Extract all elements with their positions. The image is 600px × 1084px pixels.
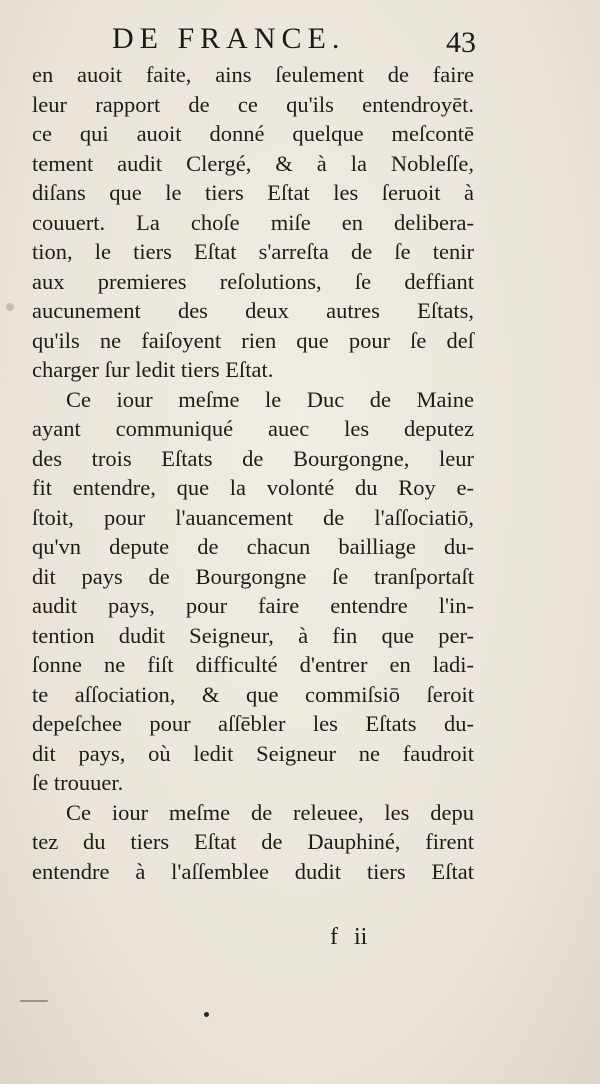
text-line: charger ſur ledit tiers Eſtat.	[32, 357, 274, 382]
text-line: tement audit Clergé, & à la Nobleſſe,	[32, 150, 474, 176]
text-line: aucunement des deux autres Eſtats,	[32, 298, 474, 323]
text-line: ayant communiqué auec les deputez	[32, 416, 474, 441]
text-line: entendre à l'aſſemblee dudit tiers Eſtat	[32, 858, 474, 884]
text-line: tention dudit Seigneur, à fin que per-	[32, 622, 474, 648]
text-line: dit pays, où ledit Seigneur ne faudroit	[32, 740, 474, 766]
text-line: des trois Eſtats de Bourgongne, leur	[32, 445, 474, 471]
text-line: ſonne ne fiſt difficulté d'entrer en ladi-	[32, 652, 474, 677]
ink-speck	[204, 1012, 209, 1017]
text-line: depeſchee pour aſſēbler les Eſtats du-	[32, 711, 474, 736]
text-line: diſans que le tiers Eſtat les ſeruoit à	[32, 180, 474, 205]
text-line: en auoit faite, ains ſeulement de faire	[32, 62, 474, 87]
text-line: tion, le tiers Eſtat s'arreſta de ſe tenir	[32, 239, 474, 264]
paragraph-start-line: Ce iour meſme de releuee, les depu	[66, 799, 474, 825]
text-line: couuert. La choſe miſe en delibera-	[32, 209, 474, 235]
paper-blemish	[6, 303, 14, 311]
ink-smudge	[20, 1000, 48, 1002]
page-number: 43	[446, 26, 476, 59]
text-line: audit pays, pour faire entendre l'in-	[32, 593, 474, 618]
text-line: leur rapport de ce qu'ils entendroyēt.	[32, 91, 474, 117]
running-title: DE FRANCE.	[112, 22, 346, 55]
text-line: te aſſociation, & que commiſsiō ſeroit	[32, 681, 474, 707]
text-line: qu'vn depute de chacun bailliage du-	[32, 534, 474, 559]
signature-mark: f ii	[330, 924, 368, 950]
text-line: fit entendre, que la volonté du Roy e-	[32, 475, 474, 500]
text-line: aux premieres reſolutions, ſe deffiant	[32, 268, 474, 294]
text-line: tez du tiers Eſtat de Dauphiné, firent	[32, 829, 474, 854]
text-line: qu'ils ne faiſoyent rien que pour ſe deſ	[32, 327, 474, 353]
text-line: ſtoit, pour l'auancement de l'aſſociatiō,	[32, 504, 474, 530]
text-line: ſe trouuer.	[32, 770, 124, 795]
text-line: ce qui auoit donné quelque meſcontē	[32, 121, 474, 146]
body-text	[32, 60, 474, 886]
paragraph-start-line: Ce iour meſme le Duc de Maine	[66, 386, 474, 412]
text-line: dit pays de Bourgongne ſe tranſportaſt	[32, 563, 474, 589]
